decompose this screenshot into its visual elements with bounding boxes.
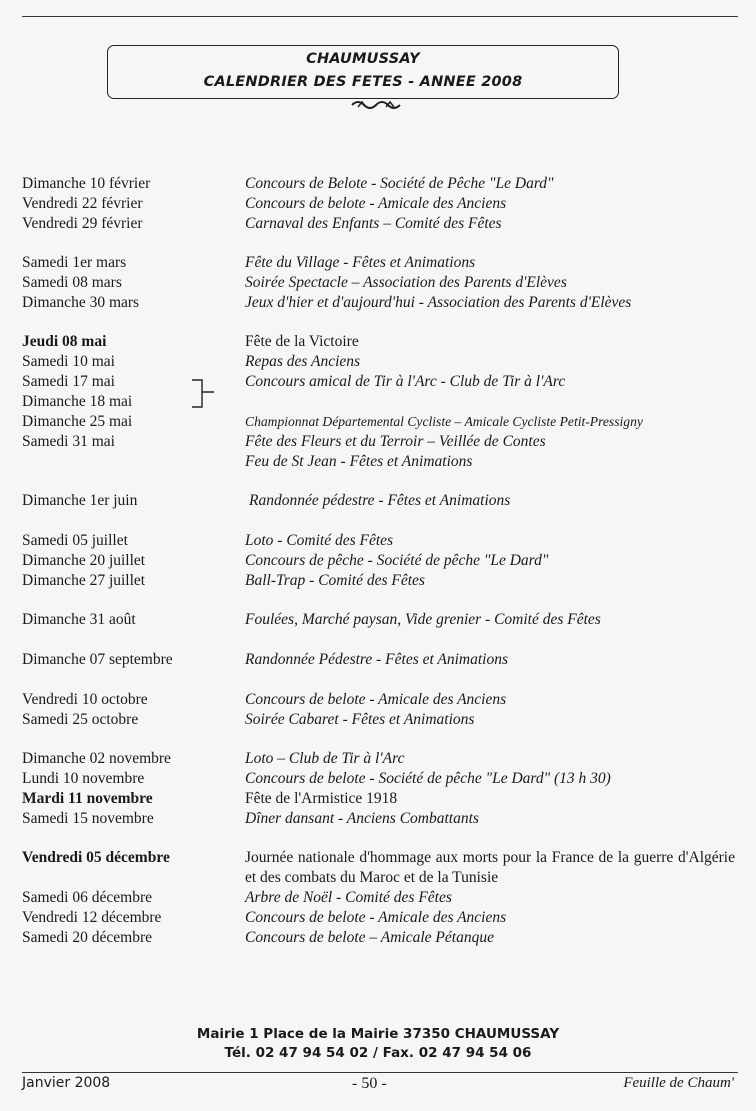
- event-name: Journée nationale d'hommage aux morts pour la France de la guerre d'Algérie et des combats du Maroc et de la Tunisie: [245, 849, 735, 886]
- event-row: [0, 194, 756, 214]
- event-row: [0, 769, 756, 789]
- event-row: [0, 392, 756, 412]
- event-date: Samedi 05 juillet: [22, 532, 128, 549]
- event-name: Carnaval des Enfants – Comité des Fêtes: [245, 215, 502, 232]
- event-row: [0, 531, 756, 551]
- event-date: Samedi 08 mars: [22, 274, 122, 291]
- bracket-icon: [188, 377, 220, 411]
- event-name: Dîner dansant - Anciens Combattants: [245, 810, 479, 827]
- event-row: [0, 432, 756, 452]
- event-row: [0, 253, 756, 273]
- event-date: Samedi 10 mai: [22, 353, 115, 370]
- event-name: Feu de St Jean - Fêtes et Animations: [245, 453, 473, 470]
- event-date: Dimanche 07 septembre: [22, 651, 173, 668]
- event-date: Dimanche 25 mai: [22, 413, 133, 430]
- event-row: [0, 650, 756, 670]
- event-date: Vendredi 22 février: [22, 195, 143, 212]
- mairie-address: Mairie 1 Place de la Mairie 37350 CHAUMUSSAY: [196, 1026, 560, 1042]
- event-date: Vendredi 29 février: [22, 215, 143, 232]
- event-row: [0, 491, 756, 511]
- event-date: Lundi 10 novembre: [22, 770, 145, 787]
- ornament-icon: [348, 98, 404, 112]
- event-row: [0, 214, 756, 234]
- footer-date: Janvier 2008: [22, 1075, 111, 1091]
- event-name: Loto - Comité des Fêtes: [245, 532, 394, 549]
- title-box: [107, 45, 619, 99]
- bottom-rule: [22, 1072, 738, 1073]
- event-row: [0, 352, 756, 372]
- event-name: Fête de l'Armistice 1918: [245, 790, 398, 807]
- event-date: Dimanche 18 mai: [22, 393, 133, 410]
- event-row: [0, 412, 756, 432]
- event-name: Concours de Belote - Société de Pêche "Le Dard": [245, 175, 554, 192]
- event-row: [0, 710, 756, 730]
- title-line-1: CHAUMUSSAY: [306, 51, 420, 67]
- event-row: [0, 571, 756, 591]
- event-row: [0, 908, 756, 928]
- event-date: Samedi 31 mai: [22, 433, 115, 450]
- event-date: Samedi 1er mars: [22, 254, 127, 271]
- event-name: Randonnée Pédestre - Fêtes et Animations: [245, 651, 509, 668]
- event-row: [0, 551, 756, 571]
- event-row: [0, 928, 756, 948]
- event-row: [0, 789, 756, 809]
- event-date: Dimanche 10 février: [22, 175, 151, 192]
- event-name: Concours amical de Tir à l'Arc - Club de Tir à l'Arc: [245, 373, 566, 390]
- event-name: Concours de belote - Amicale des Anciens: [245, 195, 507, 212]
- event-date: Samedi 17 mai: [22, 373, 115, 390]
- event-row: [0, 610, 756, 630]
- event-date: Jeudi 08 mai: [22, 333, 107, 350]
- event-date: Samedi 20 décembre: [22, 929, 152, 946]
- event-name: Concours de belote - Société de pêche "Le Dard" (13 h 30): [245, 770, 611, 787]
- event-date: Vendredi 10 octobre: [22, 691, 148, 708]
- event-row: [0, 848, 756, 888]
- event-date: Samedi 15 novembre: [22, 810, 154, 827]
- event-date: Dimanche 31 août: [22, 611, 136, 628]
- event-date: Dimanche 1er juin: [22, 492, 138, 509]
- event-row: [0, 273, 756, 293]
- title-line-2: CALENDRIER DES FETES - ANNEE 2008: [203, 74, 523, 90]
- event-name: Championnat Départemental Cycliste – Amicale Cycliste Petit-Pressigny: [245, 414, 643, 429]
- event-row: [0, 749, 756, 769]
- event-row: [0, 690, 756, 710]
- event-name: Arbre de Noël - Comité des Fêtes: [245, 889, 452, 906]
- event-date: Dimanche 02 novembre: [22, 750, 171, 767]
- publication-name: Feuille de Chaum': [623, 1075, 734, 1091]
- event-row: [0, 174, 756, 194]
- event-date: Vendredi 05 décembre: [22, 849, 170, 866]
- event-name: Fête de la Victoire: [245, 333, 359, 350]
- event-date: Dimanche 30 mars: [22, 294, 140, 311]
- event-name: Concours de belote – Amicale Pétanque: [245, 929, 494, 946]
- event-date: Dimanche 20 juillet: [22, 552, 146, 569]
- page-number: - 50 -: [352, 1075, 387, 1092]
- event-name: Fête des Fleurs et du Terroir – Veillée de Contes: [245, 433, 546, 450]
- event-name: Foulées, Marché paysan, Vide grenier - Comité des Fêtes: [245, 611, 601, 628]
- event-row: [0, 372, 756, 392]
- top-rule: [22, 16, 738, 17]
- event-name: Jeux d'hier et d'aujourd'hui - Association des Parents d'Elèves: [245, 294, 632, 311]
- event-row: [0, 888, 756, 908]
- event-name: Repas des Anciens: [245, 353, 361, 370]
- event-date: Vendredi 12 décembre: [22, 909, 162, 926]
- event-row: [0, 332, 756, 352]
- event-name: Loto – Club de Tir à l'Arc: [245, 750, 405, 767]
- event-date: Samedi 25 octobre: [22, 711, 139, 728]
- event-row: [0, 293, 756, 313]
- event-name: Fête du Village - Fêtes et Animations: [245, 254, 476, 271]
- event-name: Soirée Cabaret - Fêtes et Animations: [245, 711, 475, 728]
- event-name: Concours de belote - Amicale des Anciens: [245, 909, 507, 926]
- event-date: Mardi 11 novembre: [22, 790, 153, 807]
- mairie-phone: Tél. 02 47 94 54 02 / Fax. 02 47 94 54 06: [224, 1045, 532, 1061]
- event-date: Dimanche 27 juillet: [22, 572, 146, 589]
- event-name: Soirée Spectacle – Association des Parents d'Elèves: [245, 274, 567, 291]
- event-row: [0, 809, 756, 829]
- event-name: Concours de belote - Amicale des Anciens: [245, 691, 507, 708]
- event-name: Randonnée pédestre - Fêtes et Animations: [249, 492, 511, 509]
- event-name: Ball-Trap - Comité des Fêtes: [245, 572, 425, 589]
- event-name: Concours de pêche - Société de pêche "Le Dard": [245, 552, 549, 569]
- event-row: [0, 452, 756, 472]
- event-date: Samedi 06 décembre: [22, 889, 152, 906]
